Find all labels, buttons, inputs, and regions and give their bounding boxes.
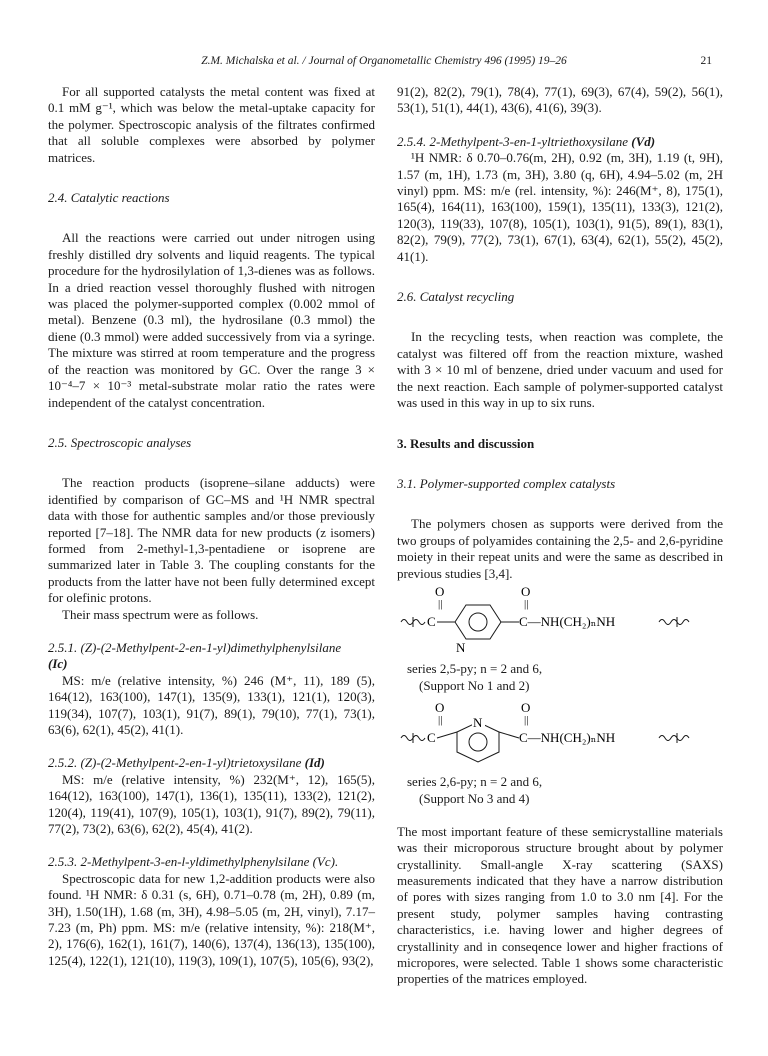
polyamide-2-6-py-structure	[397, 694, 723, 768]
pyridine-nitrogen: N	[473, 715, 483, 731]
polymer-chain-wavy-right	[659, 619, 689, 624]
section-2-4-heading: 2.4. Catalytic reactions	[48, 190, 170, 206]
section-2-5-1-title: 2.5.1. (Z)-(2-Methylpent-2-en-1-yl)dimethylphenylsilane	[48, 639, 342, 655]
section-3-1-heading: 3.1. Polymer-supported complex catalysts	[397, 475, 616, 491]
paragraph-3-1b: The most important feature of these semicrystalline materials was their microporous structure brought about by polymer crystallinity. Small-angle X-ray scattering (SAXS) measurements indicated that they have a narrow distribution of pores with sizes ranging from 1.0 to 3.0 nm [4]. For the present study, polymer samples having contrasting characteristics, i.e. having lower and higher degrees of crystallinity and in conseqence lower and higher fractions of micropores, were selected. Table 1 shows some characteristic properties of the matrices employed.	[397, 823, 723, 987]
formula-2-support: (Support No 3 and 4)	[419, 790, 530, 806]
carbonyl-carbon-left: C	[427, 613, 436, 629]
section-2-5-2-title: 2.5.2. (Z)-(2-Methylpent-2-en-1-yl)trietoxysilane	[48, 755, 302, 771]
paragraph-2-5-4: ¹H NMR: δ 0.70–0.76(m, 2H), 0.92 (m, 3H), 1.19 (t, 9H), 1.57 (m, 1H), 1.73 (m, 3H), 3.80 (q, 6H), 4.94–5.02 (m, 2H vinyl) ppm. MS: m/e (rel. intensity, %): 246(M⁺, 8), 175(1), 165(4), 164(11), 163(100), 159(1), 135(11), 133(3), 121(2), 120(3), 119(33), 107(8), 105(1), 103(1), 91(5), 89(1), 83(1), 82(2), 79(9), 77(2), 73(1), 67(1), 63(4), 62(1), 55(2), 45(2), 41(1).	[397, 150, 723, 264]
section-2-5-4-title: 2.5.4. 2-Methylpent-3-en-1-yltriethoxysilane	[397, 133, 629, 149]
compound-label-id: (Id)	[304, 755, 325, 771]
paragraph-intro: For all supported catalysts the metal content was fixed at 0.1 mM g⁻¹, which was below the metal-uptake capacity for the polymer. Spectroscopic analysis of the filtrates confirmed that all soluble complexes were absorbed by polymer matrices.	[48, 84, 375, 165]
carbonyl-oxygen-left: O	[435, 583, 445, 599]
structure-formula-2-6-py	[397, 694, 723, 772]
amide-chain: C—NH(CH₂)ₙNH	[519, 613, 616, 629]
formula-1-series: series 2,5-py; n = 2 and 6,	[407, 661, 543, 677]
polyamide-2-5-py-structure	[397, 582, 723, 656]
right-column	[397, 84, 723, 988]
section-2-6-heading: 2.6. Catalyst recycling	[397, 289, 515, 305]
paragraph-continued: 91(2), 82(2), 79(1), 78(4), 77(1), 69(3), 67(4), 59(2), 56(1), 53(1), 51(1), 44(1), 43(6), 41(6), 39(3).	[397, 84, 723, 116]
paragraph-3-1: The polymers chosen as supports were derived from the two groups of polyamides containing the 2,5- and 2,6-pyridine moiety in their repeat units and were the same as described in previous studies [3,4].	[397, 516, 723, 581]
double-bond-left: ||	[438, 597, 443, 610]
formula-1-caption	[397, 660, 723, 694]
paragraph-2-5a: The reaction products (isoprene–silane adducts) were identified by comparison of GC–MS and ¹H NMR spectral data with those for authentic samples and/or those previously reported [7–18]. The NMR data for new products (z isomers) formed from 2-methyl-1,3-pentadiene or isoprene are summarized later in Table 3. The coupling constants for the products from the latter have not been fully determined except for olefinic protons.	[48, 475, 375, 606]
amide-chain: C—NH(CH₂)ₙNH	[519, 730, 616, 746]
formula-2-series: series 2,6-py; n = 2 and 6,	[407, 773, 543, 789]
section-2-5-4-heading	[397, 134, 723, 150]
pyridine-ring	[455, 605, 501, 639]
section-2-5-1-heading	[48, 640, 375, 673]
paragraph-2-5-2: MS: m/e (relative intensity, %) 232(M⁺, 12), 165(5), 164(12), 163(100), 147(1), 136(1), 135(11), 133(2), 121(2), 120(4), 119(41), 107(9), 105(1), 103(1), 91(7), 89(2), 79(11), 77(2), 73(2), 63(6), 62(2), 45(4), 41(2).	[48, 771, 375, 837]
section-3-heading: 3. Results and discussion	[397, 435, 535, 451]
paragraph-2-5-1: MS: m/e (relative intensity, %) 246 (M⁺, 11), 189 (5), 164(12), 163(100), 147(1), 135(9), 133(1), 121(1), 120(3), 119(34), 107(7), 103(1), 91(7), 89(1), 79(10), 77(1), 73(1), 63(6), 62(1), 45(2), 41(1).	[48, 672, 375, 737]
paragraph-2-5-3: Spectroscopic data for new 1,2-addition products were also found. ¹H NMR: δ 0.31 (s, 6H), 0.71–0.78 (m, 2H), 0.89 (m, 3H), 1.50(1H), 1.68 (m, 3H), 4.98–5.05 (m, 2H, vinyl), 7.17–7.23 (m, Ph) ppm. MS: m/e (relative intensity, %): 218(M⁺, 2), 176(6), 162(1), 161(7), 140(6), 137(4), 136(13), 135(100), 125(4), 122(1), 121(10), 119(3), 109(1), 107(5), 105(6), 93(2),	[48, 870, 375, 968]
polymer-chain-wavy-right	[659, 736, 689, 741]
formula-2-caption	[397, 773, 723, 807]
compound-label-ic: (Ic)	[48, 656, 68, 672]
paragraph-2-5b: Their mass spectrum were as follows.	[62, 606, 259, 622]
section-2-5-2-heading	[48, 755, 375, 771]
section-2-5-heading: 2.5. Spectroscopic analyses	[48, 434, 192, 450]
running-head: Z.M. Michalska et al. / Journal of Organometallic Chemistry 496 (1995) 19–26	[201, 55, 567, 67]
section-2-5-3-heading: 2.5.3. 2-Methylpent-3-en-l-yldimethylphenylsilane (Vc).	[48, 854, 339, 870]
paragraph-2-4: All the reactions were carried out under nitrogen using freshly distilled dry solvents and liquid reagents. The typical procedure for the hydrosilylation of 1,3-dienes was as follows. In a dried reaction vessel thoroughly flushed with nitrogen was placed the polymer-supported complex (0.002 mmol of metal). Benzene (0.3 ml), the hydrosilane (0.3 mmol) the diene (0.3 mmol) were added successively from via a syringe. The mixture was stirred at room temperature and the progress of the reaction was monitored by GC. Over the range 3 × 10⁻⁴–7 × 10⁻³ metal-substrate molar ratio the rates were independent of the catalyst concentration.	[48, 230, 375, 410]
double-bond-right: ||	[524, 714, 529, 727]
structure-formula-2-5-py	[397, 582, 723, 660]
carbonyl-oxygen-left: O	[435, 700, 445, 716]
paragraph-2-6: In the recycling tests, when reaction was complete, the catalyst was filtered off from the reaction mixture, washed with 3 × 10 ml of benzene, dried under vacuum and used for the next reaction. Each sample of polymer-supported catalyst was used in this way in up to six runs.	[397, 329, 723, 411]
double-bond-left: ||	[438, 714, 443, 727]
left-column	[48, 84, 375, 969]
pyridine-nitrogen: N	[456, 639, 466, 655]
compound-label-vd: (Vd)	[631, 133, 656, 149]
carbonyl-carbon-left: C	[427, 730, 436, 746]
carbonyl-oxygen-right: O	[521, 700, 531, 716]
formula-1-support: (Support No 1 and 2)	[419, 678, 530, 694]
carbonyl-oxygen-right: O	[521, 583, 531, 599]
double-bond-right: ||	[524, 597, 529, 610]
page-number: 21	[700, 55, 712, 67]
